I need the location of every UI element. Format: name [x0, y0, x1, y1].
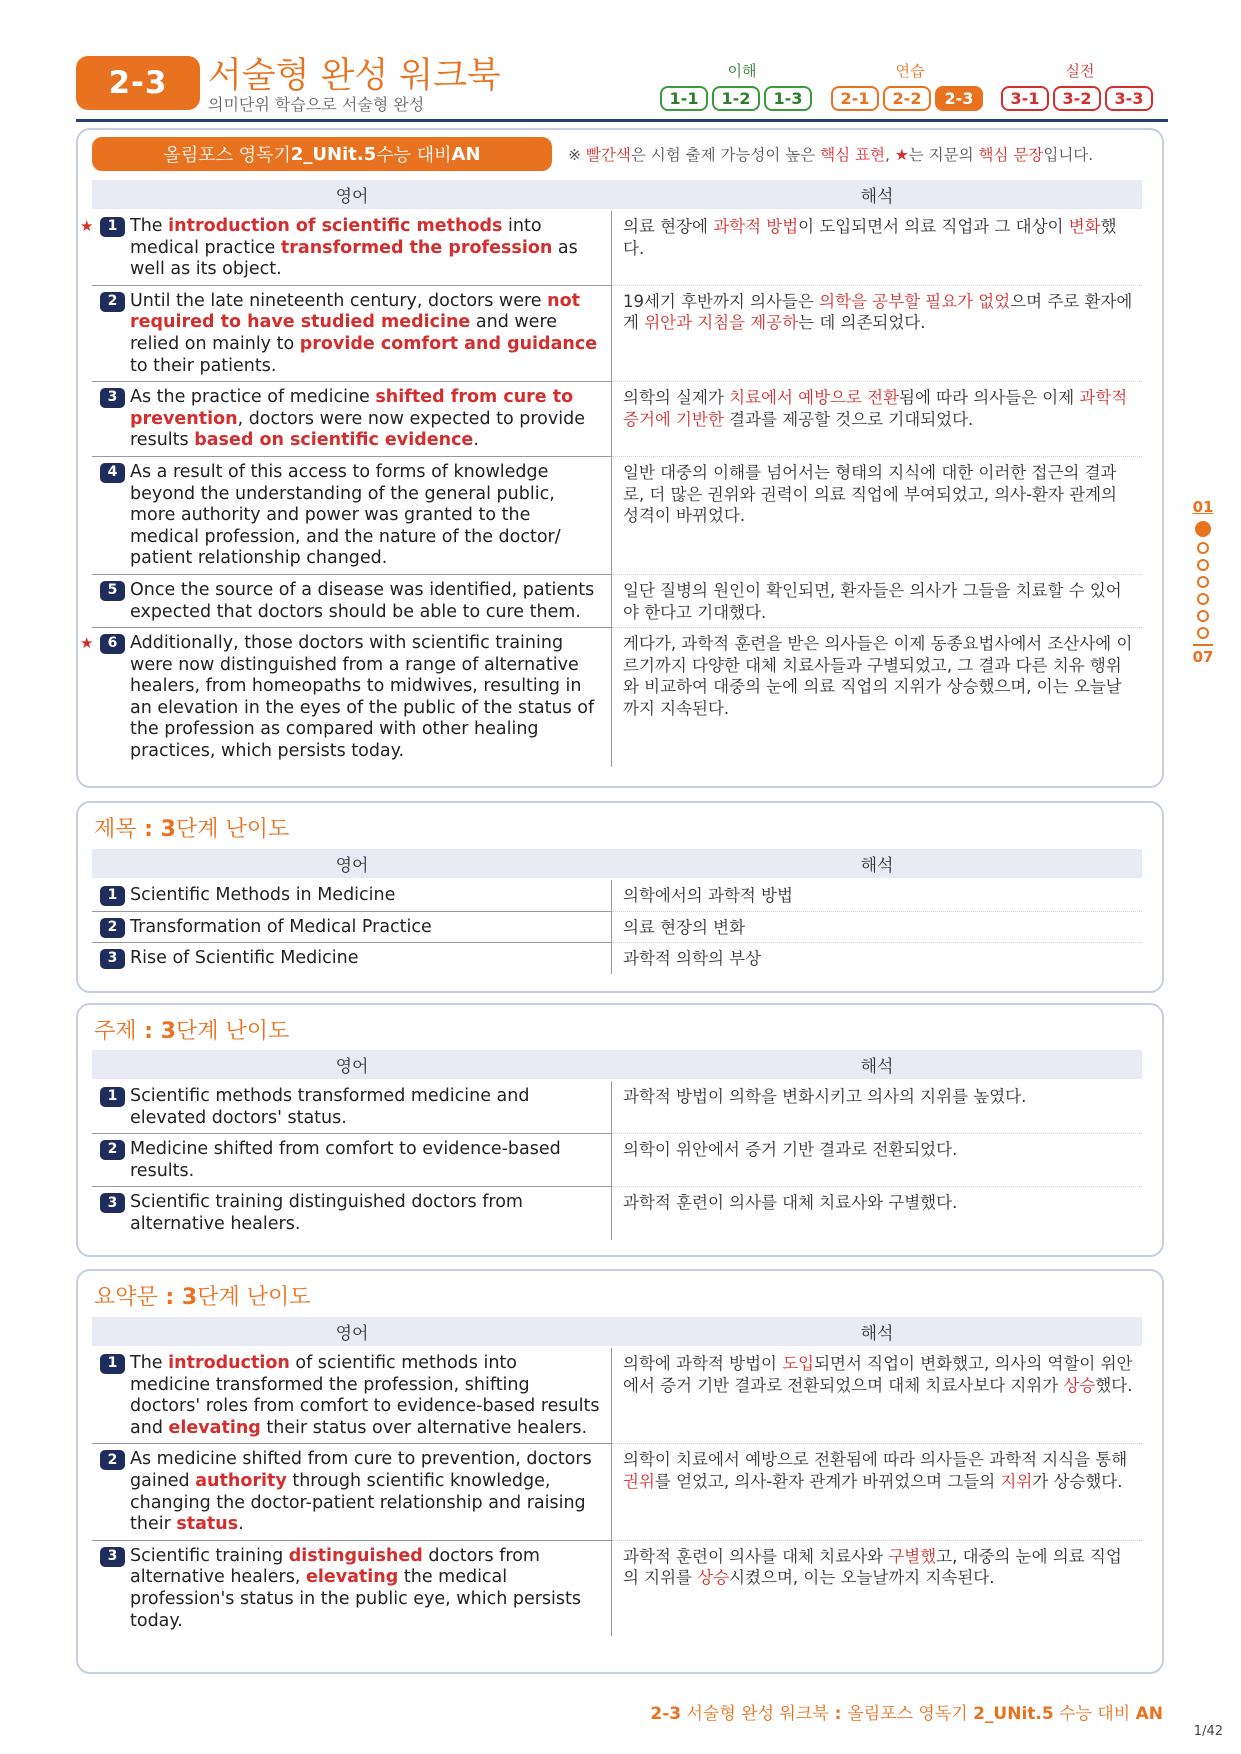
key-expression: transformed the profession [280, 237, 553, 258]
sentence-number-badge: 3 [100, 1547, 125, 1567]
key-translation: 상승 [697, 1568, 730, 1588]
nav-button-1-1[interactable]: 1-1 [660, 86, 708, 111]
translation-cell [612, 1541, 1142, 1636]
header-divider [76, 119, 1168, 122]
text-segment: 를 얻었고, 의사-환자 관계가 바뀌었으며 그들의 [654, 1471, 1001, 1491]
key-expression: shifted from cure to prevention [130, 387, 574, 429]
translation-cell [612, 1187, 1142, 1239]
sentence-row [92, 457, 1142, 575]
title-rows [92, 880, 1142, 974]
footer-text-1: 서술형 완성 워크북 [681, 1704, 829, 1724]
translation-cell [612, 286, 1142, 382]
nav-button-1-3[interactable]: 1-3 [764, 86, 812, 111]
progress-start-label: 01 [1192, 498, 1214, 516]
key-expression: authority [195, 1470, 287, 1491]
section-badge: 2-3 [76, 56, 200, 110]
key-translation: 치료에서 예방으로 전환 [729, 388, 900, 408]
text-segment: Scientific training distinguished doctors from alternative healers. [130, 1192, 523, 1234]
sentence-row [92, 1348, 1142, 1444]
title-section-level-text: 단계 난이도 [175, 817, 290, 842]
progress-dot-current[interactable] [1195, 521, 1211, 537]
column-header-english: 영어 [335, 856, 369, 876]
text-segment: Rise of Scientific Medicine [130, 948, 359, 969]
text-segment: doctors from alternative healers, [130, 1545, 540, 1588]
unit-title-pre: 올림포스 영독기 [163, 145, 291, 166]
text-segment: As medicine shifted from cure to prevention, doctors gained [130, 1449, 592, 1491]
column-header-english: 영어 [335, 1324, 369, 1344]
sentence-row [80, 628, 1142, 767]
english-cell [92, 943, 612, 974]
nav-group-understand [660, 86, 812, 111]
sentence-number-badge: 2 [100, 918, 125, 938]
translation-cell [612, 880, 1142, 912]
sentence-number-badge: 2 [100, 1450, 125, 1470]
progress-end-label: 07 [1193, 644, 1214, 666]
english-cell [92, 1134, 612, 1187]
notice-sep: , [885, 146, 895, 164]
english-cell [92, 1348, 612, 1444]
text-segment: The [130, 216, 169, 236]
nav-group-real [1001, 86, 1153, 111]
text-segment: to their patients. [130, 355, 277, 376]
key-translation: 권위 [623, 1471, 655, 1491]
notice-mark: ※ [568, 146, 586, 164]
text-segment: 게다가, 과학적 훈련을 받은 의사들은 이제 동종요법사에서 조산사에 이르기까지 다양한 대체 치료사들과 구별되었고, 그 결과 다른 치유 행위와 비교하여 대중의 눈에 의료 직업의 지위가 상승했으며, 이는 오늘날까지 지속된다. [623, 634, 1133, 718]
text-segment: Scientific training [130, 1545, 289, 1566]
text-segment: Transformation of Medical Practice [130, 916, 432, 937]
translation-cell [612, 1444, 1142, 1540]
text-segment: as well as its object. [130, 237, 578, 280]
notice-text-1: 은 시험 출제 가능성이 높은 [630, 146, 821, 164]
sentence-number-badge: 3 [100, 388, 125, 408]
title-section-level: : 3 [136, 817, 176, 842]
nav-button-1-2[interactable]: 1-2 [712, 86, 760, 111]
text-segment: The [130, 1353, 169, 1373]
sentence-number-badge: 4 [100, 463, 125, 483]
column-header-translation: 해석 [860, 856, 894, 876]
sentence-number-badge: 6 [100, 634, 125, 654]
key-expression: elevating [305, 1567, 399, 1588]
translation-cell [612, 575, 1142, 628]
text-segment: 으며 주로 환자에게 [623, 291, 1133, 333]
english-cell [80, 628, 612, 767]
column-header-english: 영어 [335, 1057, 369, 1077]
notice-key-sentence: 핵심 문장 [978, 146, 1044, 164]
text-segment: 결과를 제공할 것으로 기대되었다. [723, 409, 974, 429]
footer-unit: 2_UNit.5 [973, 1704, 1054, 1724]
text-segment: Scientific Methods in Medicine [130, 885, 396, 905]
english-cell [92, 1187, 612, 1239]
text-segment: 의학이 치료에서 예방으로 전환됨에 따라 의사들은 과학적 지식을 통해 [623, 1450, 1128, 1470]
highlight-notice [568, 143, 1093, 165]
key-sentence-star-icon: ★ [80, 634, 94, 653]
key-translation: 위안과 지침을 제공하 [644, 313, 799, 333]
text-segment: . [473, 430, 479, 451]
text-segment: 과학적 방법이 의학을 변화시키고 의사의 지위를 높였다. [623, 1087, 1027, 1106]
text-segment: Until the late nineteenth century, doctors were [130, 290, 548, 311]
summary-section-heading [94, 1280, 310, 1311]
text-segment: 의학에 과학적 방법이 [623, 1354, 783, 1373]
sentence-row [92, 912, 1142, 944]
nav-button-3-2[interactable]: 3-2 [1053, 86, 1101, 111]
nav-group-practice [831, 86, 983, 111]
sentence-row [92, 1081, 1142, 1134]
nav-button-3-3[interactable]: 3-3 [1105, 86, 1153, 111]
key-translation: 변화 [1068, 217, 1101, 236]
theme-section-label: 주제 [94, 1019, 137, 1044]
sentence-row [92, 286, 1142, 382]
translation-cell [612, 382, 1142, 457]
sentence-number-badge: 1 [100, 217, 125, 237]
progress-dot[interactable] [1197, 610, 1209, 622]
notice-text-3: 입니다. [1043, 146, 1094, 164]
key-translation: 지위 [1000, 1471, 1033, 1491]
key-expression: distinguished [288, 1545, 423, 1566]
theme-rows [92, 1081, 1142, 1240]
text-segment: 과학적 훈련이 의사를 대체 치료사와 [623, 1546, 889, 1566]
key-translation: 구별했 [888, 1546, 937, 1566]
sentence-row [92, 575, 1142, 628]
sentence-number-badge: 3 [100, 1193, 125, 1213]
sentence-row [80, 211, 1142, 286]
text-segment: 이 도입되면서 의료 직업과 그 대상이 [798, 217, 1069, 236]
key-expression: provide comfort and guidance [299, 333, 598, 354]
sentence-number-badge: 3 [100, 949, 125, 969]
text-segment: their status over alternative healers. [260, 1417, 588, 1438]
key-expression: introduction [168, 1353, 290, 1373]
page-subtitle: 의미단위 학습으로 서술형 완성 [208, 95, 425, 114]
text-segment: Once the source of a disease was identified, patients expected that doctors should be able to cure them. [130, 579, 595, 622]
title-table-header [92, 849, 1142, 878]
key-expression: based on scientific evidence [194, 430, 474, 451]
theme-section-level-text: 단계 난이도 [175, 1019, 290, 1044]
english-cell [92, 382, 612, 457]
text-segment: into medical practice [130, 216, 542, 258]
text-segment: 19세기 후반까지 의사들은 [623, 291, 820, 311]
progress-dot[interactable] [1197, 576, 1209, 588]
nav-button-2-3[interactable]: 2-3 [935, 86, 983, 111]
page-title: 서술형 완성 워크북 [208, 56, 501, 96]
translation-cell [612, 1134, 1142, 1187]
key-expression: introduction of scientific methods [168, 216, 503, 236]
footer-text-3: 수능 대비 [1053, 1704, 1136, 1724]
english-cell [92, 457, 612, 575]
text-segment: As a result of this access to forms of knowledge beyond the understanding of the general public, more authority and power was granted to the medical profession, and the nature of the doctor/ patient relationship changed. [130, 461, 561, 569]
nav-button-3-1[interactable]: 3-1 [1001, 86, 1049, 111]
key-sentence-star-icon: ★ [80, 217, 94, 235]
text-segment: Additionally, those doctors with scientific training were now distinguished from a range of alternative healers, from homeopaths to midwives, resulting in an elevation in the eyes of the public of the status of the profession as compared with other healing practices, which persists today. [130, 633, 595, 762]
passage-rows [80, 211, 1142, 767]
progress-dot[interactable] [1197, 627, 1209, 639]
text-segment: Scientific methods transformed medicine and elevated doctors' status. [130, 1086, 530, 1128]
progress-dot[interactable] [1197, 542, 1209, 554]
unit-title-mid: 수능 대비 [376, 145, 452, 166]
translation-cell [612, 943, 1142, 974]
text-segment: 과학적 의학의 부상 [623, 949, 762, 969]
text-segment: and were relied on mainly to [130, 312, 558, 354]
side-progress [1186, 498, 1220, 666]
footer-title [650, 1699, 1163, 1724]
text-segment: 일단 질병의 원인이 확인되면, 환자들은 의사가 그들을 치료할 수 있어야 한다고 기대했다. [623, 580, 1122, 622]
text-segment: 과학적 훈련이 의사를 대체 치료사와 구별했다. [623, 1193, 958, 1213]
footer-badge: 2-3 [650, 1704, 682, 1724]
sentence-number-badge: 1 [100, 1087, 125, 1107]
sentence-number-badge: 2 [100, 292, 125, 312]
sentence-number-badge: 1 [100, 886, 125, 906]
sentence-row [92, 1444, 1142, 1540]
english-cell [92, 1081, 612, 1134]
english-cell [92, 880, 612, 912]
page-number: 1/42 [1193, 1724, 1223, 1739]
text-segment: 고, 대중의 눈에 의료 직업의 지위를 [623, 1546, 1122, 1588]
summary-table-header [92, 1317, 1142, 1346]
sentence-row [92, 1187, 1142, 1239]
text-segment: 의료 현장에 [623, 217, 714, 236]
text-segment: 됨에 따라 의사들은 이제 [899, 388, 1080, 408]
summary-section-level: : 3 [157, 1285, 198, 1310]
theme-table-header [92, 1050, 1142, 1079]
sentence-number-badge: 5 [100, 581, 125, 601]
title-section-heading [94, 812, 289, 843]
english-cell [92, 286, 612, 382]
column-header-translation: 해석 [860, 1324, 894, 1344]
theme-section-heading [94, 1014, 289, 1045]
notice-text-2: 는 지문의 [908, 146, 979, 164]
key-expression: not required to have studied medicine [130, 290, 580, 333]
passage-table-header [92, 180, 1142, 209]
key-translation: 의학을 공부할 필요가 없었 [819, 291, 1011, 311]
sentence-row [92, 1134, 1142, 1187]
unit-title-pill [92, 137, 552, 171]
english-cell [92, 1444, 612, 1540]
text-segment: Medicine shifted from comfort to evidence-based results. [130, 1139, 561, 1181]
unit-title-bold: 2_UNit.5 [290, 143, 377, 165]
unit-title-end: AN [451, 143, 481, 165]
notice-key-expression: 핵심 표현 [820, 146, 886, 164]
column-header-translation: 해석 [860, 187, 894, 207]
summary-section-label: 요약문 [94, 1285, 158, 1310]
text-segment: 의학의 실제가 [623, 388, 730, 408]
footer-text-2: 올림포스 영독기 [847, 1704, 974, 1724]
text-segment: 의학에서의 과학적 방법 [623, 886, 793, 905]
text-segment: 일반 대중의 이해를 넘어서는 형태의 지식에 대한 이러한 접근의 결과로, 더 많은 권위와 권력이 의료 직업에 부여되었고, 의사-환자 관계의 성격이 바뀌었다. [623, 462, 1118, 526]
sentence-row [92, 880, 1142, 912]
text-segment: , doctors were now expected to provide results [130, 408, 585, 451]
text-segment: the medical profession's status in the public eye, which persists today. [130, 1567, 581, 1631]
text-segment: through scientific knowledge, changing the doctor-patient relationship and raising their [130, 1470, 586, 1535]
text-segment: 는 데 의존되었다. [798, 313, 926, 333]
translation-cell [612, 1081, 1142, 1134]
text-segment: 시켰으며, 이는 오늘날까지 지속된다. [729, 1568, 995, 1588]
text-segment: . [238, 1514, 244, 1535]
progress-dot[interactable] [1197, 559, 1209, 571]
theme-section-level: : 3 [136, 1019, 176, 1044]
key-translation: 과학적 증거에 기반한 [623, 388, 1128, 429]
key-expression: status [176, 1514, 239, 1535]
column-header-translation: 해석 [860, 1057, 894, 1077]
translation-cell [612, 628, 1142, 767]
nav-button-2-1[interactable]: 2-1 [831, 86, 879, 111]
text-segment: 했다. [1095, 1375, 1133, 1395]
text-segment: 의료 현장의 변화 [623, 917, 746, 937]
text-segment: 의학이 위안에서 증거 기반 결과로 전환되었다. [623, 1140, 958, 1160]
sentence-number-badge: 1 [100, 1354, 125, 1374]
nav-group-label-practice: 연습 [895, 62, 925, 80]
summary-section-level-text: 단계 난이도 [197, 1285, 311, 1310]
notice-red-word: 빨간색 [585, 146, 631, 164]
nav-group-label-real: 실전 [1065, 62, 1095, 80]
key-expression: elevating [168, 1417, 261, 1438]
text-segment: of scientific methods into medicine transformed the profession, shifting doctors' roles from comfort to evidence-based results and [130, 1353, 600, 1438]
progress-dot[interactable] [1197, 593, 1209, 605]
english-cell [80, 211, 612, 286]
translation-cell [612, 457, 1142, 575]
text-segment: 되면서 직업이 변화했고, 의사의 역할이 위안에서 증거 기반 결과로 전환되었으며 대체 치료사보다 지위가 [623, 1354, 1133, 1395]
key-translation: 과학적 방법 [713, 217, 799, 236]
text-segment: As the practice of medicine [130, 387, 376, 408]
column-header-english: 영어 [335, 187, 369, 207]
translation-cell [612, 1348, 1142, 1444]
title-section-label: 제목 [94, 817, 137, 842]
text-segment: 가 상승했다. [1032, 1471, 1123, 1491]
notice-star-icon: ★ [894, 146, 909, 164]
translation-cell [612, 211, 1142, 286]
nav-button-2-2[interactable]: 2-2 [883, 86, 931, 111]
english-cell [92, 912, 612, 944]
key-translation: 도입 [782, 1354, 815, 1373]
sentence-row [92, 382, 1142, 457]
sentence-row [92, 943, 1142, 974]
english-cell [92, 575, 612, 628]
english-cell [92, 1541, 612, 1636]
key-translation: 상승 [1063, 1375, 1096, 1395]
summary-rows [92, 1348, 1142, 1636]
translation-cell [612, 912, 1142, 944]
nav-group-label-understand: 이해 [727, 62, 757, 80]
sentence-number-badge: 2 [100, 1140, 125, 1160]
sentence-row [92, 1541, 1142, 1636]
footer-end: AN [1135, 1704, 1163, 1724]
footer-sep: : [828, 1704, 848, 1724]
text-segment: 했다. [623, 217, 1117, 258]
